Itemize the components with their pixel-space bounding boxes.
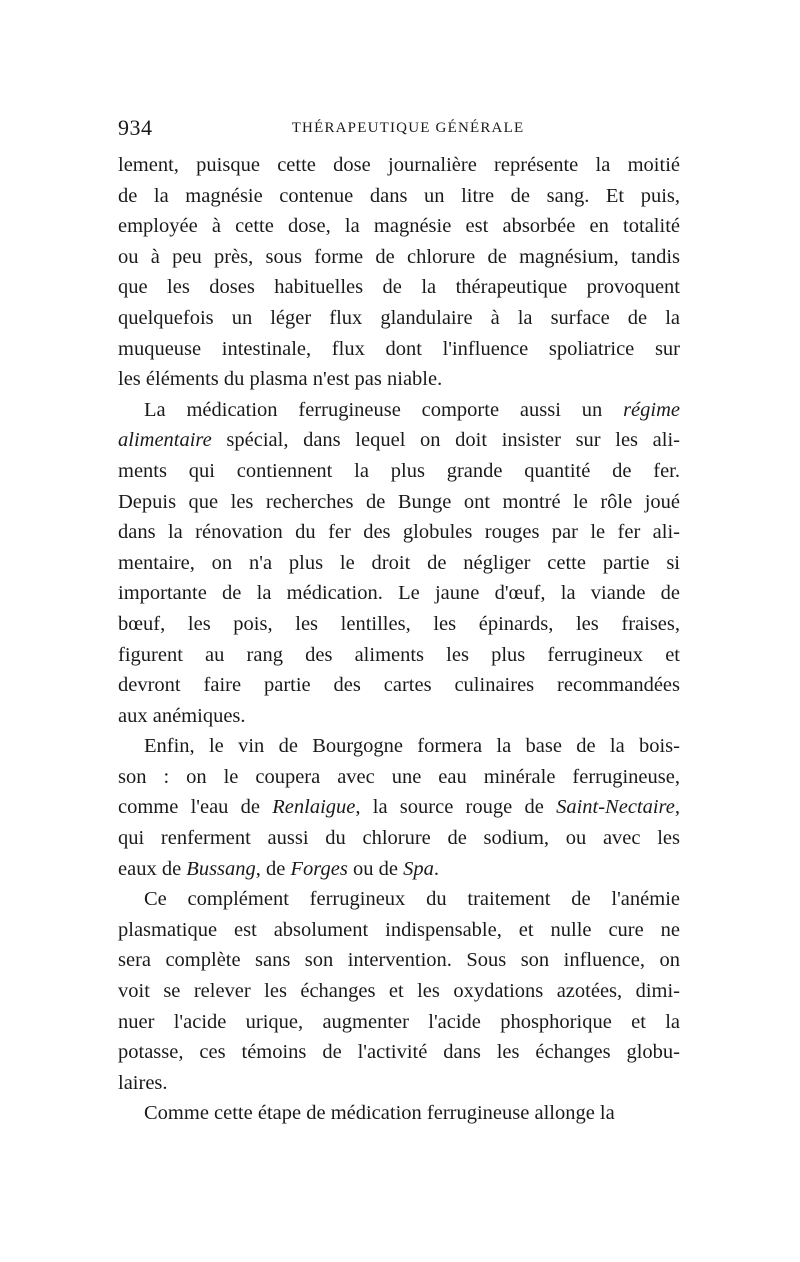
text-line — [118, 731, 680, 762]
text-segment: bœuf, les pois, les lentilles, les épinards, les fraises, — [118, 612, 680, 635]
text-segment: laires. — [118, 1071, 168, 1094]
text-segment: son : on le coupera avec une eau minérale ferrugineuse, — [118, 765, 680, 788]
text-segment: mentaire, on n'a plus le droit de négliger cette partie si — [118, 551, 680, 574]
text-line — [118, 395, 680, 426]
text-segment: muqueuse intestinale, flux dont l'influence spoliatrice sur — [118, 337, 680, 360]
text-line — [118, 762, 680, 793]
text-line — [118, 670, 680, 701]
text-line — [118, 364, 680, 395]
text-line — [118, 976, 680, 1007]
text-segment: La médication ferrugineuse comporte aussi un — [144, 398, 624, 421]
text-segment: ou à peu près, sous forme de chlorure de magnésium, tandis — [118, 245, 680, 268]
italic-text: Bussang — [186, 857, 256, 880]
text-segment: aux anémiques. — [118, 704, 246, 727]
text-line — [118, 854, 680, 885]
text-line — [118, 456, 680, 487]
text-line — [118, 425, 680, 456]
italic-text: Renlaigue — [272, 796, 356, 819]
text-segment: , la source rouge de — [355, 796, 557, 819]
italic-text: régime — [623, 398, 680, 421]
text-line — [118, 823, 680, 854]
text-line — [118, 272, 680, 303]
text-segment: de la magnésie contenue dans un litre de sang. Et puis, — [118, 184, 680, 207]
text-segment: spécial, dans lequel on doit insister sur les ali- — [211, 429, 680, 452]
text-segment: nuer l'acide urique, augmenter l'acide phosphorique et la — [118, 1010, 680, 1033]
italic-text: Spa — [403, 857, 434, 880]
text-segment: dans la rénovation du fer des globules rouges par le fer ali- — [118, 521, 680, 544]
text-line — [118, 578, 680, 609]
italic-text: Forges — [290, 857, 348, 880]
text-line — [118, 487, 680, 518]
text-segment: les éléments du plasma n'est pas niable. — [118, 368, 443, 391]
text-line — [118, 1037, 680, 1068]
text-segment: employée à cette dose, la magnésie est absorbée en totalité — [118, 215, 680, 238]
text-line — [118, 945, 680, 976]
text-segment: , — [674, 796, 680, 819]
text-segment: Ce complément ferrugineux du traitement de l'anémie — [144, 888, 680, 911]
text-segment: potasse, ces témoins de l'activité dans les échanges globu- — [118, 1041, 680, 1064]
text-segment: Depuis que les recherches de Bunge ont montré le rôle joué — [118, 490, 680, 513]
text-line — [118, 609, 680, 640]
text-segment: figurent au rang des aliments les plus ferrugineux et — [118, 643, 680, 666]
text-segment: qui renferment aussi du chlorure de sodium, ou avec les — [118, 827, 680, 850]
text-line — [118, 242, 680, 273]
text-segment: lement, puisque cette dose journalière représente la moitié — [118, 154, 680, 176]
text-segment: ou de — [347, 857, 404, 880]
text-segment: sera complète sans son intervention. Sous son influence, on — [118, 949, 680, 972]
text-segment: voit se relever les échanges et les oxydations azotées, dimi- — [118, 980, 680, 1003]
text-line — [118, 701, 680, 732]
text-segment: Enfin, le vin de Bourgogne formera la base de la bois- — [144, 735, 680, 758]
text-segment: eaux de — [118, 857, 187, 880]
italic-text: Saint-Nectaire — [556, 796, 675, 819]
text-line — [118, 792, 680, 823]
body-text — [118, 150, 680, 1129]
running-title: THÉRAPEUTIQUE GÉNÉRALE — [291, 120, 525, 136]
text-line — [118, 548, 680, 579]
text-segment: que les doses habituelles de la thérapeutique provoquent — [118, 276, 680, 299]
page-header — [118, 115, 678, 145]
text-line — [118, 211, 680, 242]
text-segment: , de — [255, 857, 291, 880]
text-segment: quelquefois un léger flux glandulaire à la surface de la — [118, 306, 680, 329]
text-segment: plasmatique est absolument indispensable, et nulle cure ne — [118, 918, 680, 941]
text-line — [118, 181, 680, 212]
text-segment: comme l'eau de — [118, 796, 273, 819]
text-line — [118, 884, 680, 915]
text-line — [118, 1007, 680, 1038]
text-line — [118, 334, 680, 365]
text-line — [118, 150, 680, 181]
text-segment: Comme cette étape de médication ferrugineuse allonge la — [144, 1102, 615, 1125]
text-segment: . — [433, 857, 439, 880]
text-segment: devront faire partie des cartes culinaires recommandées — [118, 674, 680, 697]
text-line — [118, 303, 680, 334]
text-line — [118, 915, 680, 946]
text-segment: ments qui contiennent la plus grande quantité de fer. — [118, 459, 680, 482]
italic-text: alimentaire — [118, 429, 212, 452]
text-segment: importante de la médication. Le jaune d'œuf, la viande de — [118, 582, 680, 605]
text-line — [118, 1098, 680, 1129]
text-line — [118, 640, 680, 671]
page-number: 934 — [118, 115, 153, 140]
text-line — [118, 517, 680, 548]
text-line — [118, 1068, 680, 1099]
